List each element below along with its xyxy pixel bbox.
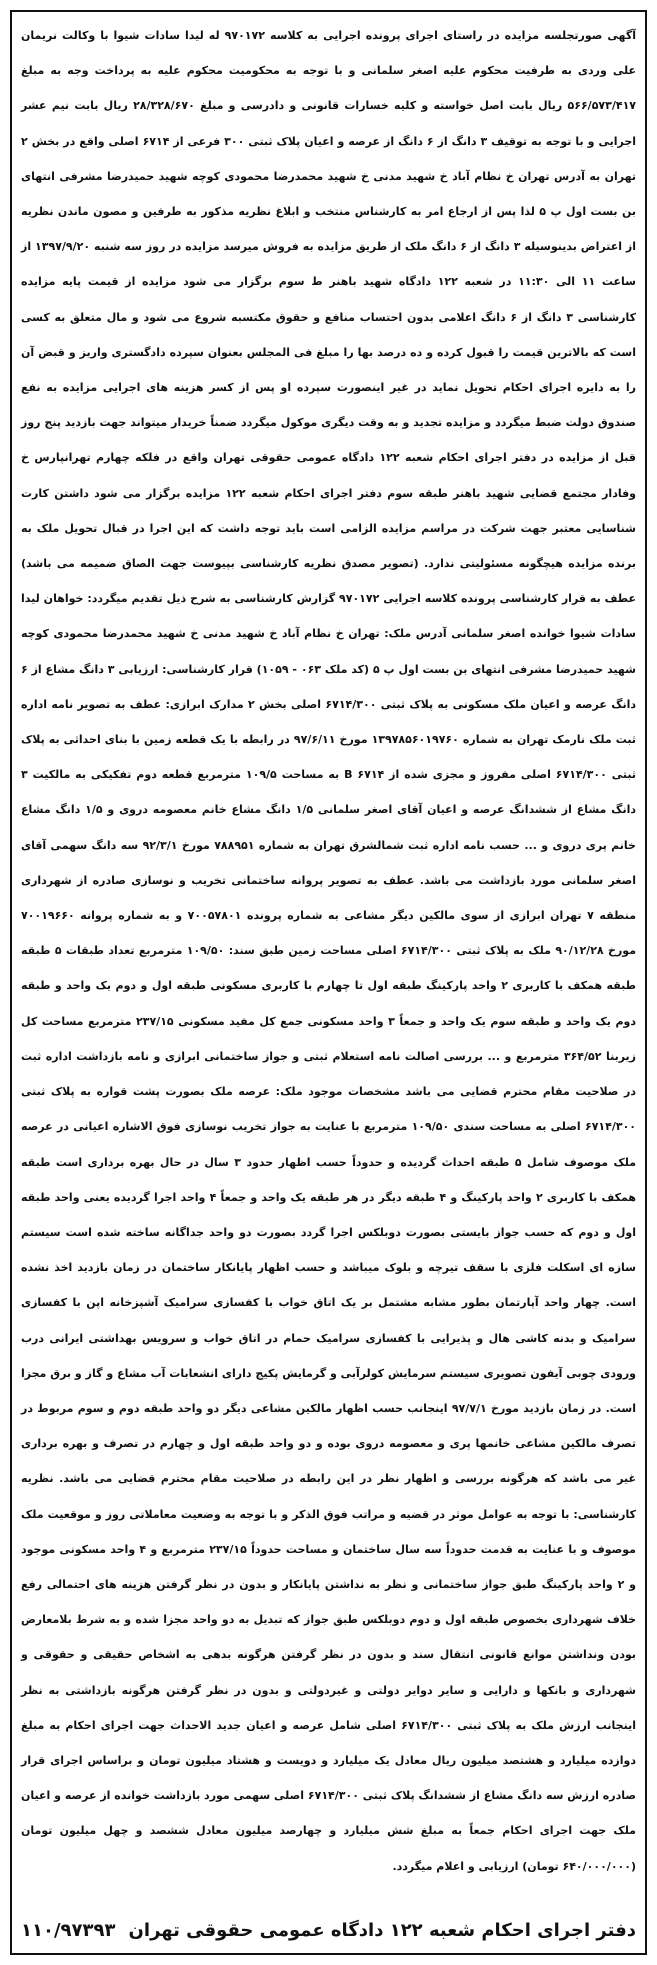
notice-reference-code: ۱۱۰/۹۷۳۹۳ xyxy=(21,1919,116,1941)
auction-notice xyxy=(10,10,647,1955)
notice-body-text: آگهی صورتجلسه مزایده در راستای اجرای پرونده اجرایی به کلاسه ۹۷۰۱۷۲ له لیدا سادات شیوا با وکالت نریمان علی وردی به طرفیت محکوم علیه اصغر سلمانی و با توجه به محکومیت محکوم علیه به پرداخت وجه به مبلغ ۵۶۶/۵۷۳/۴۱۷ ریال بابت اصل خواسته و کلیه خسارات قانونی و دادرسی و مبلغ ۲۸/۳۲۸/۶۷۰ ریال بابت نیم عشر اجرایی و با توجه به توقیف ۳ دانگ از ۶ دانگ از عرصه و اعیان پلاک ثبتی ۳۰۰ فرعی از ۶۷۱۴ اصلی واقع در بخش ۲ تهران به آدرس تهران خ نظام آباد خ شهید مدنی خ شهید محمدرضا محمودی کوچه شهید حمیدرضا مشرفی انتهای بن بست اول پ ۵ لذا پس از ارجاع امر به کارشناس منتخب و ابلاغ نظریه مذکور به طرفین و مصون ماندن نظریه از اعتراض بدینوسیله ۳ دانگ از ۶ دانگ ملک از طریق مزایده به فروش میرسد مزایده در روز سه شنبه ۱۳۹۷/۹/۲۰ از ساعت ۱۱ الی ۱۱:۳۰ در شعبه ۱۲۲ دادگاه شهید باهنر ط سوم برگزار می شود مزایده از قیمت پایه مزایده کارشناسی ۳ دانگ از ۶ دانگ اعلامی بدون احتساب منافع و حقوق مکتسبه شروع می شود و مال متعلق به کسی است که بالاترین قیمت را قبول کرده و ده درصد بها را مبلغ فی المجلس بعنوان سپرده دادگستری واریز و قبض آن را به دایره اجرای احکام تحویل نماید در غیر اینصورت سپرده او پس از کسر هزینه های اجرایی مزایده به نفع صندوق دولت ضبط میگردد و مزایده تجدید و به وقت دیگری موکول میگردد ضمناً خریدار میتواند جهت بازدید پنج روز قبل از مزایده در دفتر اجرای احکام شعبه ۱۲۲ دادگاه عمومی حقوقی تهران واقع در فلکه چهارم تهرانپارس خ وفادار مجتمع قضایی شهید باهنر طبقه سوم دفتر اجرای احکام شعبه ۱۲۲ مزایده برگزار می شود داشتن کارت شناسایی معتبر جهت شرکت در مراسم مزایده الزامی است باید توجه داشت که این اجرا در قبال تحویل ملک به برنده مزایده هیچگونه مسئولیتی ندارد. (تصویر مصدق نظریه کارشناسی بپیوست جهت الصاق ضمیمه می باشد) عطف به قرار کارشناسی پرونده کلاسه اجرایی ۹۷۰۱۷۲ گزارش کارشناسی به شرح ذیل تقدیم میگردد: خواهان لیدا سادات شیوا خوانده اصغر سلمانی آدرس ملک: تهران خ نظام آباد خ شهید مدنی خ شهید محمدرضا محمودی کوچه شهید حمیدرضا مشرفی انتهای بن بست اول پ ۵ (کد ملک ۰۶۳ - ۱۰۵۹) قرار کارشناسی: ارزیابی ۳ دانگ مشاع از ۶ دانگ عرصه و اعیان ملک مسکونی به پلاک ثبتی ۶۷۱۴/۳۰۰ اصلی بخش ۲ مدارک ابرازی: عطف به تصویر نامه اداره ثبت ملک نارمک تهران به شماره ۱۳۹۷۸۵۶۰۱۹۷۶۰ مورخ ۹۷/۶/۱۱ در رابطه با یک قطعه زمین با بنای احداثی به پلاک ثبتی ۶۷۱۴/۳۰۰ اصلی مفروز و مجزی شده از B ۶۷۱۴ به مساحت ۱۰۹/۵ مترمربع قطعه دوم تفکیکی به مالکیت ۳ دانگ مشاع از ششدانگ عرصه و اعیان آقای اصغر سلمانی ۱/۵ دانگ مشاع خانم معصومه دروی و ۱/۵ دانگ مشاع خانم پری دروی و ... حسب نامه اداره ثبت شمالشرق تهران به شماره ۷۸۸۹۵۱ مورخ ۹۲/۳/۱ سه دانگ سهمی آقای اصغر سلمانی مورد بازداشت می باشد. عطف به تصویر پروانه ساختمانی تخریب و نوسازی صادره از شهرداری منطقه ۷ تهران ابرازی از سوی مالکین دیگر مشاعی به شماره پرونده ۷۰۰۵۷۸۰۱ و به شماره پروانه ۷۰۰۱۹۶۶۰ مورخ ۹۰/۱۲/۲۸ ملک به پلاک ثبتی ۶۷۱۴/۳۰۰ اصلی مساحت زمین طبق سند: ۱۰۹/۵۰ مترمربع تعداد طبقات ۵ طبقه طبقه همکف با کاربری ۲ واحد پارکینگ طبقه اول تا چهارم با کاربری مسکونی طبقه اول و دوم یک واحد و طبقه دوم یک واحد و طبقه سوم یک واحد و جمعاً ۳ واحد مسکونی جمع کل مفید مسکونی ۲۳۷/۱۵ مترمربع مساحت کل زیربنا ۳۶۴/۵۲ مترمربع و ... بررسی اصالت نامه استعلام ثبتی و جواز ساختمانی ابرازی و نامه بازداشت اداره ثبت در صلاحیت مقام محترم قضایی می باشد مشخصات موجود ملک: عرصه ملک بصورت پشت قواره به پلاک ثبتی ۶۷۱۴/۳۰۰ اصلی به مساحت سندی ۱۰۹/۵۰ مترمربع با عنایت به جواز تخریب نوسازی فوق الاشاره اعیانی در عرصه ملک موصوف شامل ۵ طبقه احداث گردیده و حدوداً حسب اظهار حدود ۳ سال در حال بهره برداری است طبقه همکف با کاربری ۲ واحد پارکینگ و ۴ طبقه دیگر در هر طبقه یک واحد و جمعاً ۴ واحد اجرا گردیده یعنی واحد طبقه اول و دوم که حسب جواز بایستی بصورت دوبلکس اجرا گردد بصورت دو واحد جداگانه ساخته شده است سیستم سازه ای اسکلت فلزی با سقف تیرچه و بلوک میباشد و حسب اظهار پایانکار ساختمان در زمان بازدید اخذ نشده است. چهار واحد آپارتمان بطور مشابه مشتمل بر یک اتاق خواب با کفسازی سرامیک آشپزخانه اپن با کفسازی سرامیک و بدنه کاشی هال و پذیرایی با کفسازی سرامیک حمام در اتاق خواب و سرویس بهداشتی ایرانی درب ورودی چوبی آیفون تصویری سیستم سرمایش کولرآبی و گرمایش پکیج دارای انشعابات آب مشاع و گاز و برق مجزا است. در زمان بازدید مورخ ۹۷/۷/۱ اینجانب حسب اظهار مالکین مشاعی دیگر دو واحد طبقه دوم و سوم مربوط در تصرف مالکین مشاعی خانمها پری و معصومه دروی بوده و دو واحد طبقه اول و چهارم در تصرف و بهره برداری غیر می باشد که هرگونه بررسی و اظهار نظر در این رابطه در صلاحیت مقام محترم قضایی می باشد. نظریه کارشناسی: با توجه به عوامل موثر در قضیه و مراتب فوق الذکر و با توجه به وضعیت معاملاتی روز و موقعیت ملک موصوف و با عنایت به قدمت حدوداً سه سال ساختمان و مساحت حدوداً ۲۳۷/۱۵ مترمربع و ۴ واحد مسکونی موجود و ۲ واحد پارکینگ طبق جواز ساختمانی و نظر به نداشتن پایانکار و بدون در نظر گرفتن هزینه های احتمالی رفع خلاف شهرداری بخصوص طبقه اول و دوم دوبلکس طبق جواز که تبدیل به دو واحد مجزا شده و به شرط بلامعارض بودن ونداشتن موانع قانونی انتقال سند و بدون در نظر گرفتن هرگونه بدهی به اشخاص حقیقی و حقوقی و شهرداری و بانکها و دارایی و سایر دوایر دولتی و غیردولتی و بدون در نظر گرفتن هرگونه بازداشتی به نظر اینجانب ارزش ملک به پلاک ثبتی ۶۷۱۴/۳۰۰ اصلی شامل عرصه و اعیان جدید الاحداث جهت اجرای احکام به مبلغ دوازده میلیارد و هشتصد میلیون ریال معادل یک میلیارد و دویست و هشتاد میلیون تومان و براساس اجرای قرار صادره ارزش سه دانگ مشاع از ششدانگ پلاک ثبتی ۶۷۱۴/۳۰۰ اصلی سهمی مورد بازداشت خوانده از عرصه و اعیان ملک جهت اجرای احکام جمعاً به مبلغ شش میلیارد و چهارصد میلیون معادل ششصد و چهل میلیون تومان (۶۴۰/۰۰۰/۰۰۰ تومان) ارزیابی و اعلام میگردد. xyxy=(21,29,637,1873)
notice-issuer: دفتر اجرای احکام شعبه ۱۲۲ دادگاه عمومی حقوقی تهران xyxy=(128,1919,636,1941)
notice-footer xyxy=(21,1913,636,1947)
